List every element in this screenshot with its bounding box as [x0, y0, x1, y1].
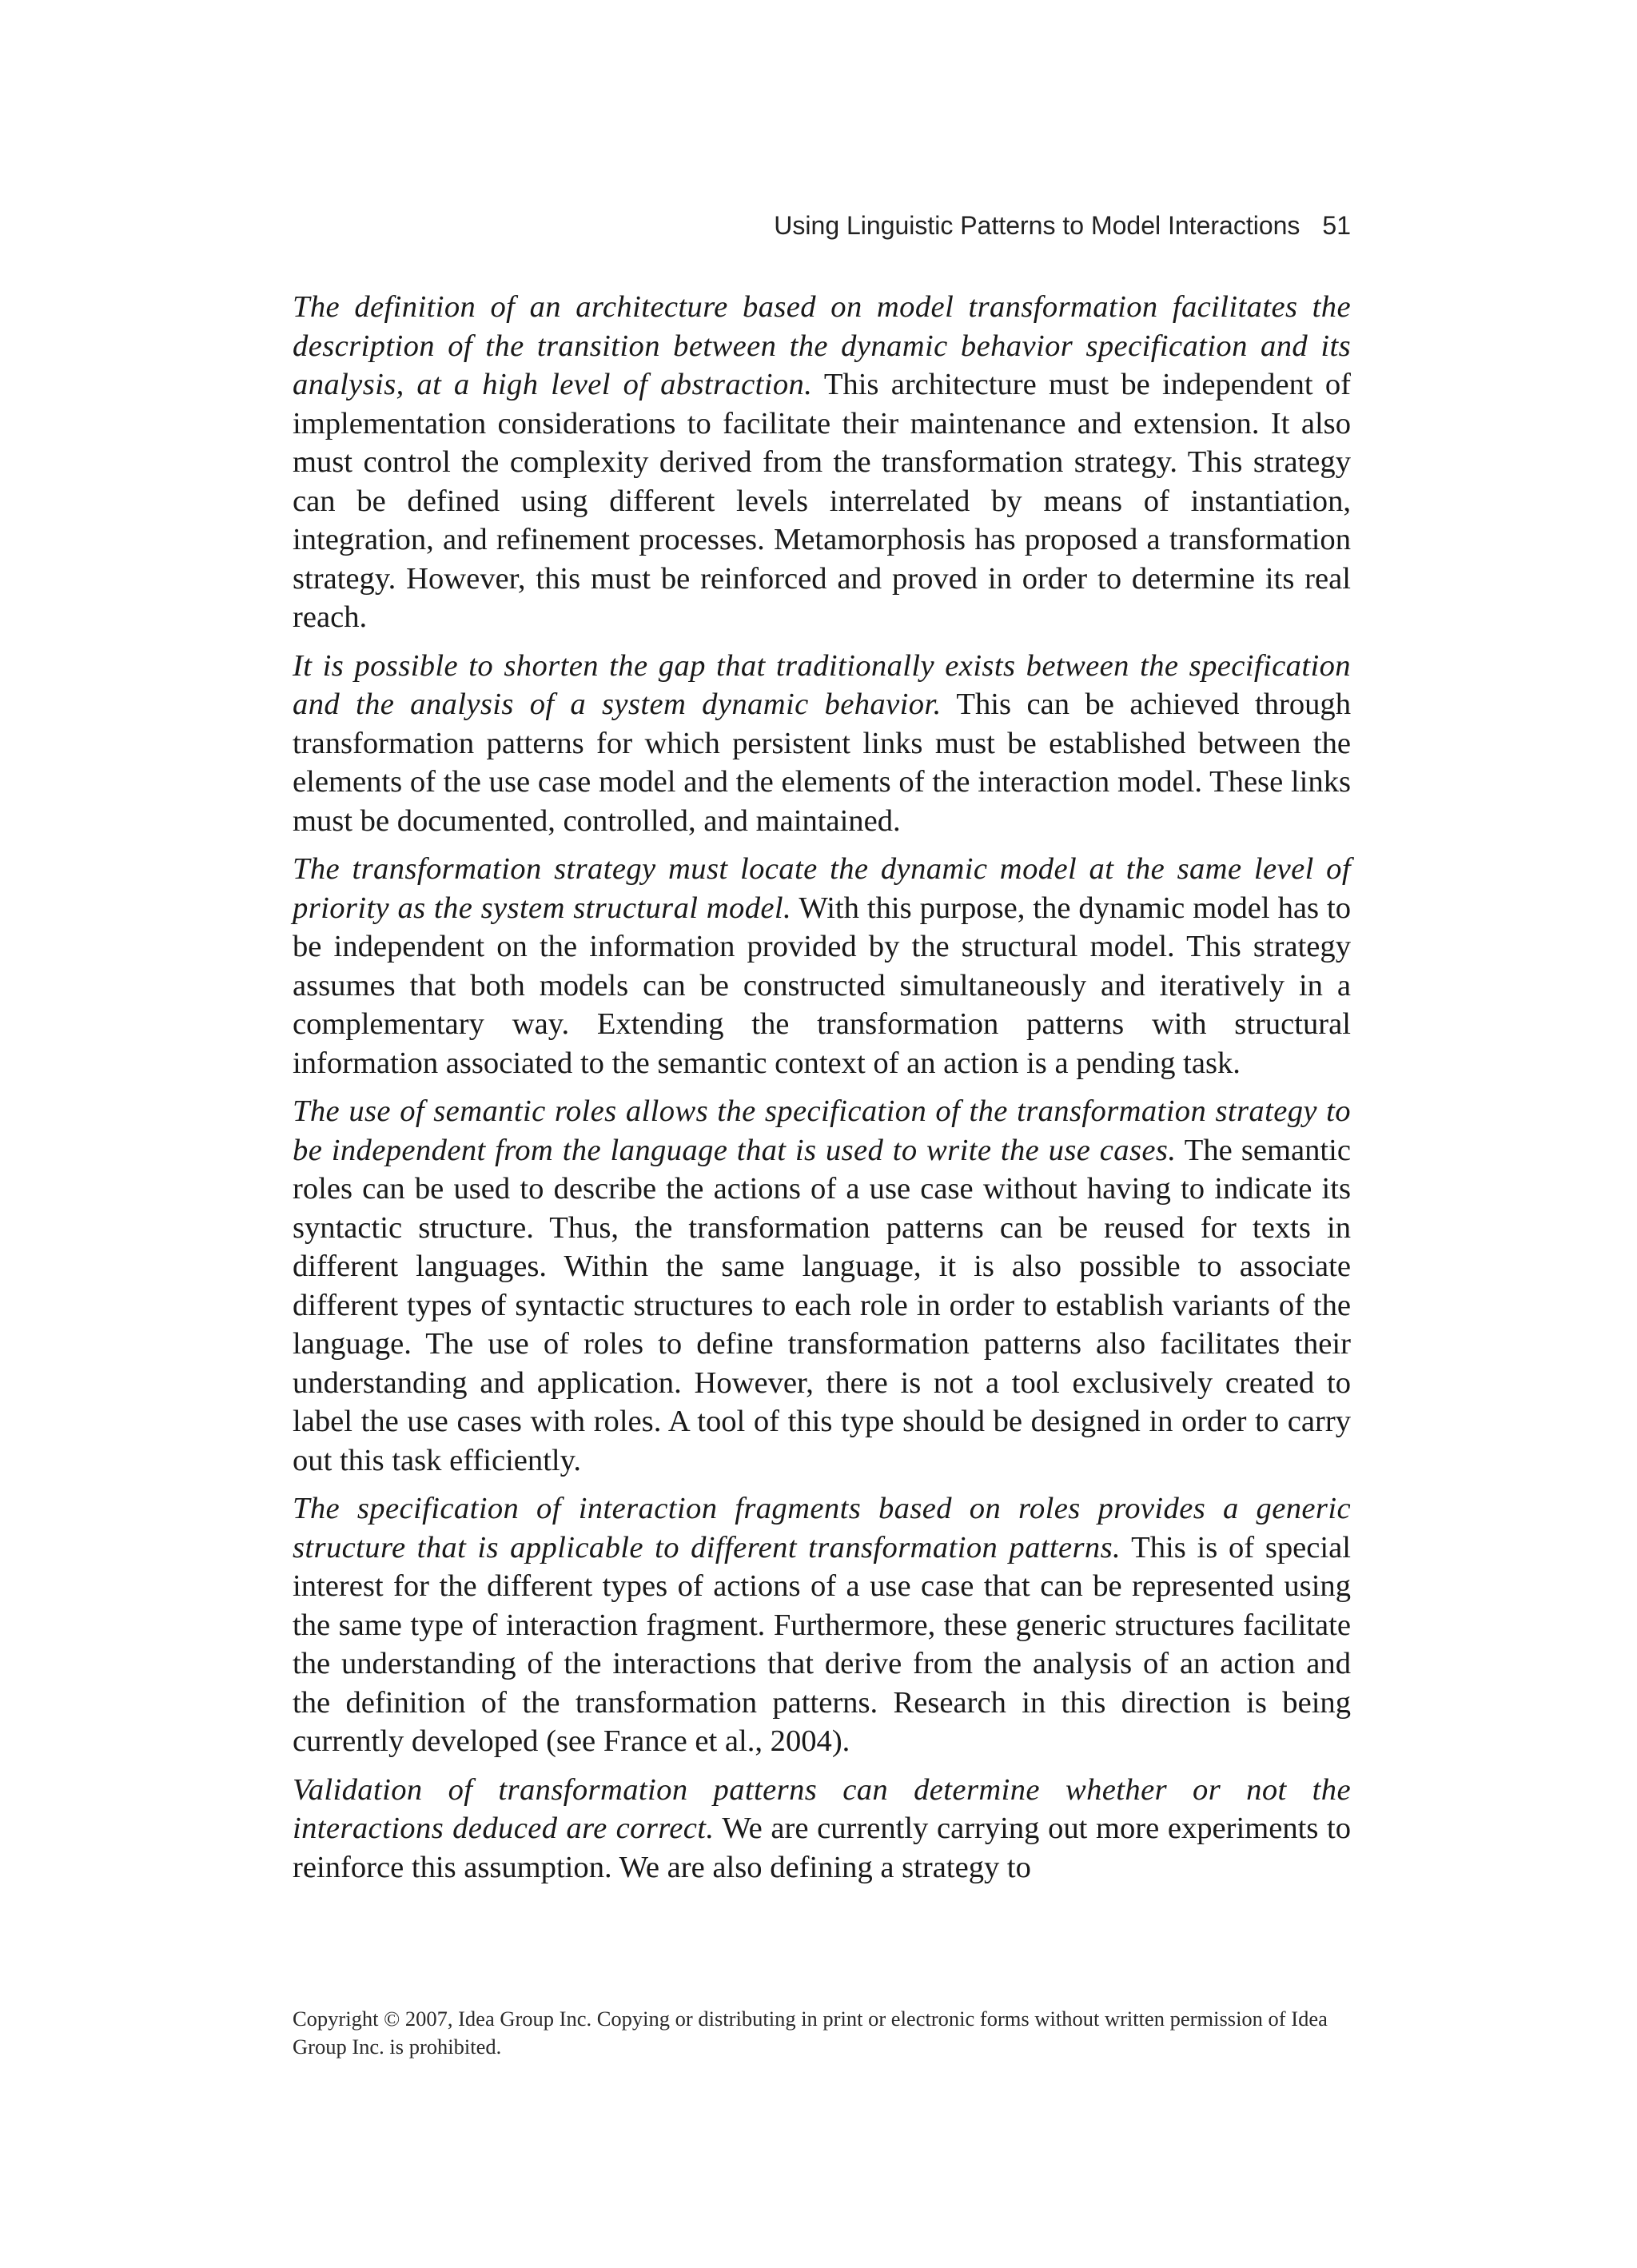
- page-number: 51: [1322, 211, 1351, 240]
- paragraph-lead: The definition of an architecture based on model transformation facilitates the description of the transition between the dynamic behavior specification and its analysis, at a high level of abstraction.: [293, 290, 1351, 401]
- paragraph: [293, 850, 1351, 1082]
- copyright-notice: Copyright © 2007, Idea Group Inc. Copying or distributing in print or electronic forms without written permission of Idea Group Inc. is prohibited.: [293, 2007, 1328, 2059]
- paragraph-text: This architecture must be independent of implementation considerations to facilitate their maintenance and extension. It also must control the complexity derived from the transformation strategy. This strategy can be defined using different levels interrelated by means of instantiation, integration, and refinement processes. Metamorphosis has proposed a transformation strategy. However, this must be reinforced and proved in order to determine its real reach.: [293, 368, 1351, 634]
- paragraph-text: With this purpose, the dynamic model has to be independent on the information provided by the structural model. This strategy assumes that both models can be constructed simultaneously and iteratively in a complementary way. Extending the transformation patterns with structural information associated to the semantic context of an action is a pending task.: [293, 891, 1351, 1080]
- paragraph-lead: The use of semantic roles allows the specification of the transformation strategy to be independent from the language that is used to write the use cases.: [293, 1094, 1351, 1167]
- paragraph-lead: The transformation strategy must locate the dynamic model at the same level of priority as the system structural model.: [293, 852, 1351, 925]
- paragraph: [293, 647, 1351, 841]
- paragraph-text: This can be achieved through transformation patterns for which persistent links must be established between the elements of the use case model and the elements of the interaction model. These links must be documented, controlled, and maintained.: [293, 688, 1351, 838]
- paragraph: [293, 1092, 1351, 1480]
- paragraph: [293, 1489, 1351, 1761]
- paragraph: [293, 1771, 1351, 1887]
- paragraph-text: This is of special interest for the different types of actions of a use case that can be represented using the same type of interaction fragment. Furthermore, these generic structures facilitate the understanding of the interactions that derive from the analysis of an action and the definition of the transformation patterns. Research in this direction is being currently developed (see France et al., 2004).: [293, 1530, 1351, 1758]
- paragraph-lead: Validation of transformation patterns can determine whether or not the interactions deduced are correct.: [293, 1772, 1351, 1845]
- running-header: [293, 209, 1351, 241]
- paragraph: [293, 288, 1351, 637]
- body-text: [293, 288, 1351, 1896]
- paragraph-lead: The specification of interaction fragments based on roles provides a generic structure that is applicable to different transformation patterns.: [293, 1492, 1351, 1564]
- running-title: Using Linguistic Patterns to Model Interactions: [774, 211, 1300, 240]
- paragraph-text: We are currently carrying out more experiments to reinforce this assumption. We are also defining a strategy to: [293, 1812, 1351, 1884]
- paragraph-lead: It is possible to shorten the gap that traditionally exists between the specification and the analysis of a system dynamic behavior.: [293, 648, 1351, 721]
- paragraph-text: The semantic roles can be used to describe the actions of a use case without having to indicate its syntactic structure. Thus, the transformation patterns can be reused for texts in different languages. Within the same language, it is also possible to associate different types of syntactic structures to each role in order to establish variants of the language. The use of roles to define transformation patterns also facilitates their understanding and application. However, there is not a tool exclusively created to label the use cases with roles. A tool of this type should be designed in order to carry out this task efficiently.: [293, 1133, 1351, 1477]
